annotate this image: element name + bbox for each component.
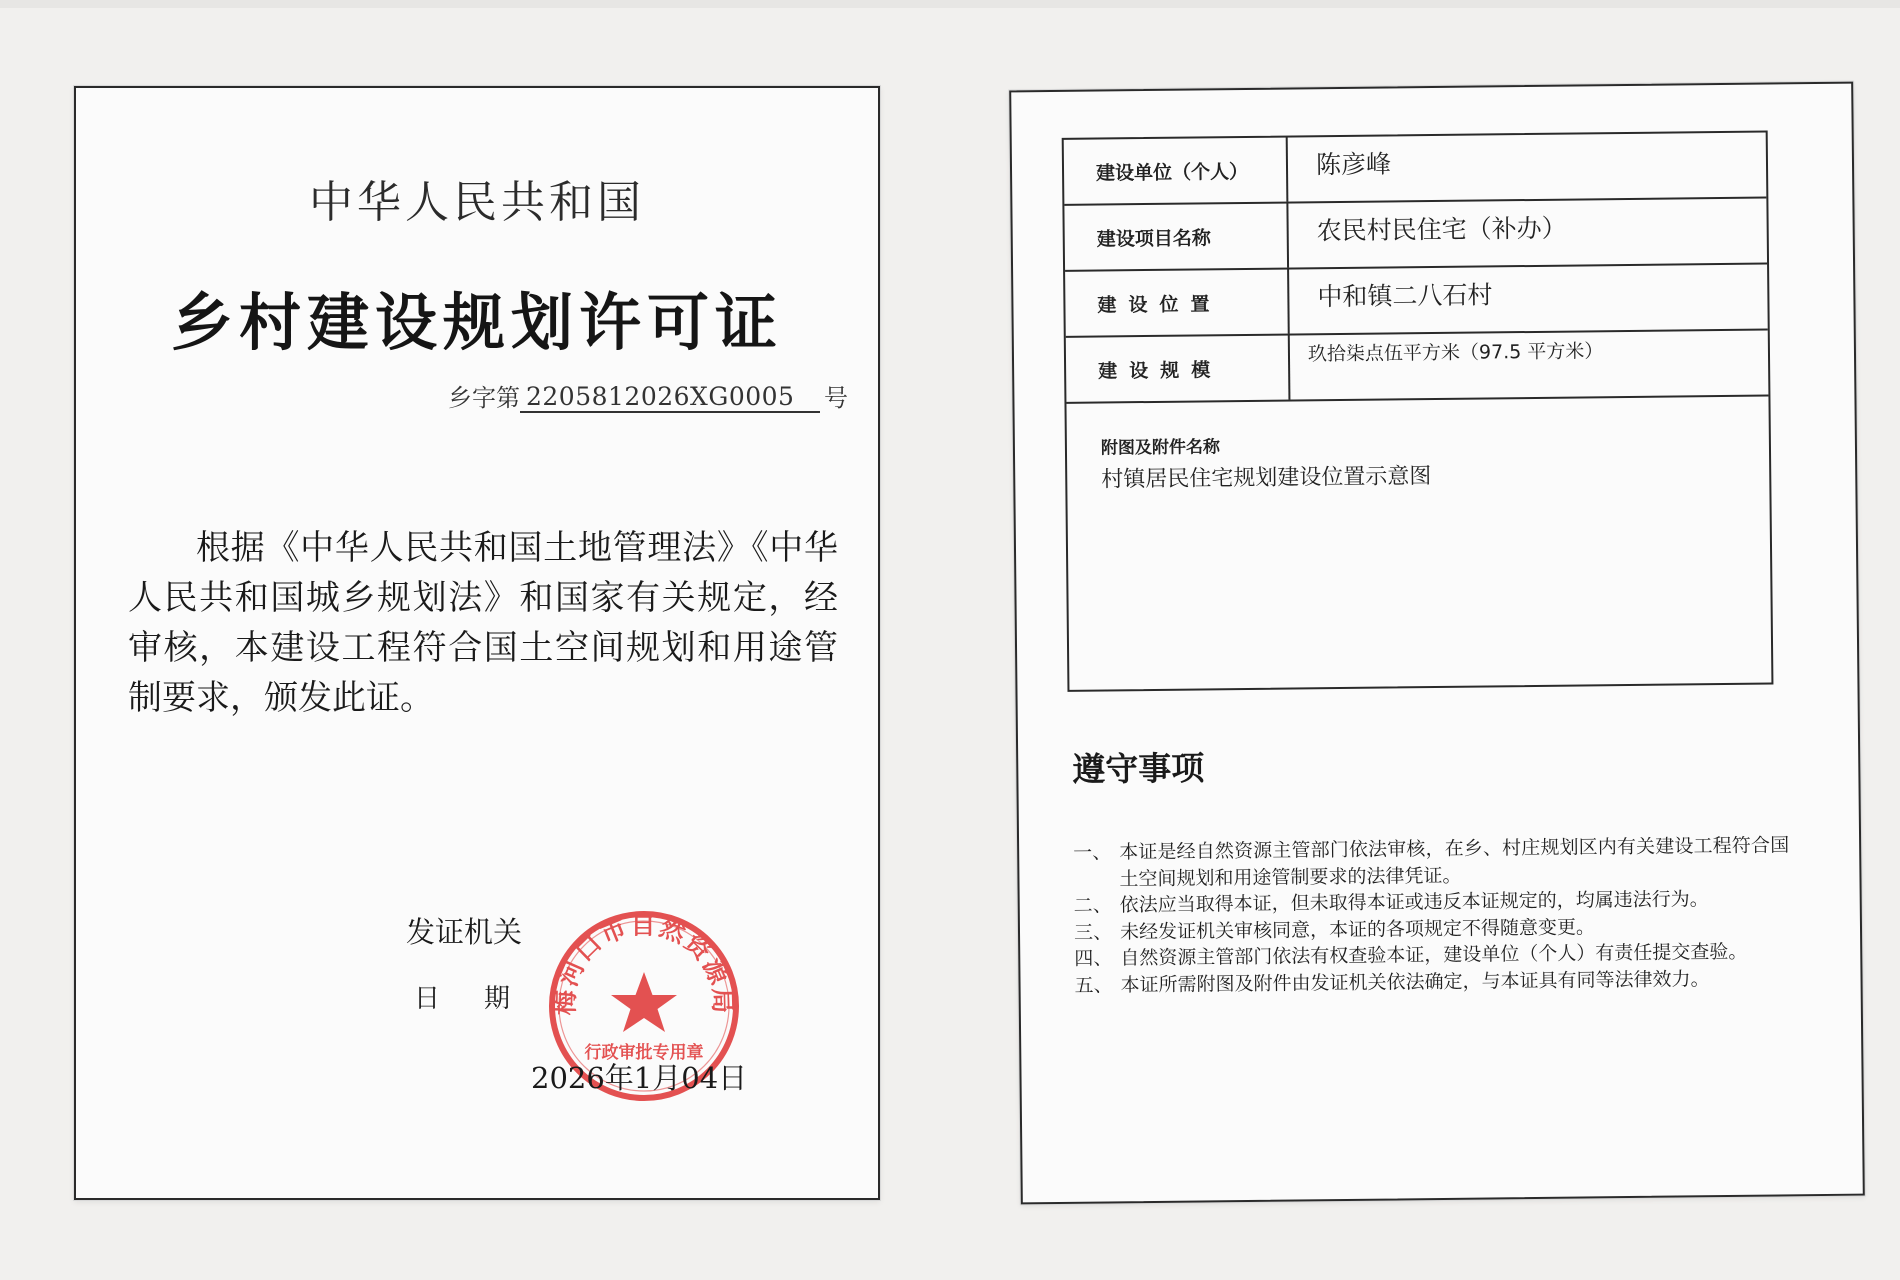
row-label-location: 建设位置: [1065, 270, 1290, 336]
rule-marker: 二、: [1073, 894, 1112, 917]
permit-number-suffix: 号: [824, 384, 848, 412]
svg-text:梅河口市自然资源局: 梅河口市自然资源局: [550, 910, 738, 1016]
issuer-label: 发证机关: [406, 915, 523, 949]
row-label-builder: 建设单位（个人）: [1064, 138, 1289, 204]
permit-title: 乡村建设规划许可证: [170, 286, 783, 359]
rule-marker: 五、: [1074, 973, 1113, 997]
rule-marker: 四、: [1074, 947, 1113, 970]
svg-text:行政审批专用章: 行政审批专用章: [584, 1043, 704, 1063]
rules-title: 遵守事项: [1072, 748, 1205, 789]
table-row: [1064, 199, 1767, 272]
permit-body-text: 根据《中华人民共和国土地管理法》《中华人民共和国城乡规划法》和国家有关规定，经审核，本建设工程符合国土空间规划和用途管制要求，颁发此证。: [128, 528, 838, 718]
permit-number-value: 2205812026XG0005: [520, 382, 820, 413]
list-item: [1073, 832, 1790, 892]
rule-text: 本证是经自然资源主管部门依法审核，在乡、村庄规划区内有关建设工程符合国土空间规划和用途管制要求的法律凭证。: [1119, 834, 1790, 890]
row-label-scale: 建设规模: [1066, 336, 1291, 402]
row-value-project-name: 农民村民住宅（补办）: [1316, 213, 1567, 246]
rule-marker: 三、: [1073, 920, 1113, 944]
rule-marker: 一、: [1073, 841, 1112, 864]
permit-details-page: [1009, 82, 1865, 1205]
rule-text: 未经发证机关审核同意，本证的各项规定不得随意变更。: [1119, 915, 1596, 943]
issue-date: 2026年1月04日: [531, 1061, 748, 1095]
date-label: 日期: [414, 984, 555, 1014]
table-row: [1066, 331, 1769, 404]
permit-number: [448, 378, 848, 413]
rule-text: 依法应当取得本证，但未取得本证或违反本证规定的，均属违法行为。: [1119, 888, 1709, 917]
rule-text: 本证所需附图及附件由发证机关依法确定，与本证具有同等法律效力。: [1120, 967, 1710, 996]
row-value-location: 中和镇二八石村: [1317, 280, 1493, 312]
row-value-scale: 玖拾柒点伍平方米（97.5 平方米）: [1307, 340, 1604, 366]
row-label-project-name: 建设项目名称: [1064, 204, 1289, 270]
attachment-label: 附图及附件名称: [1100, 437, 1221, 459]
attachment-section: [1101, 427, 1750, 494]
country-name: 中华人民共和国: [309, 177, 645, 228]
rules-list: [1073, 832, 1791, 998]
permit-cover-page: [74, 86, 880, 1200]
attachment-value: 村镇居民住宅规划建设位置示意图: [1101, 464, 1432, 493]
row-value-builder: 陈彦峰: [1315, 149, 1392, 180]
rule-text: 自然资源主管部门依法有权查验本证，建设单位（个人）有责任提交查验。: [1120, 940, 1748, 970]
desk-edge: [0, 0, 1900, 8]
permit-number-prefix: 乡字第: [448, 384, 520, 412]
table-row: [1064, 133, 1767, 206]
permit-info-table: [1062, 131, 1774, 692]
table-row: [1065, 265, 1768, 338]
